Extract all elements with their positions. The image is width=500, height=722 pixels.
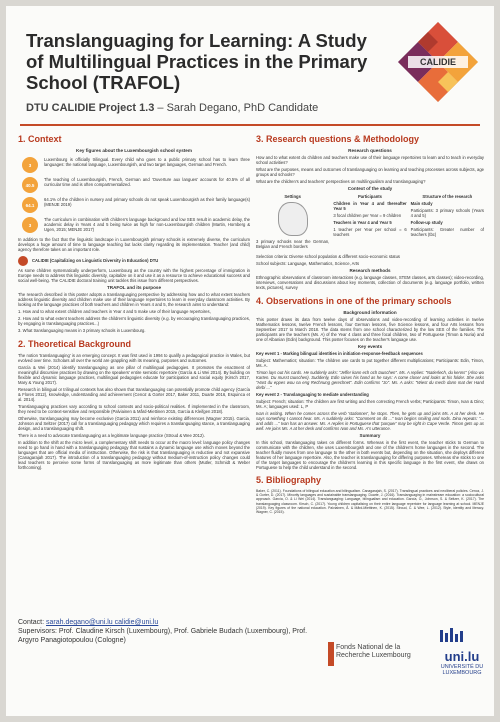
methods-text: Ethnographic observations of classroom interactions (e.g. language classes, STEM classes, arts classes); video-recording, interviews, conversations and discussions about key moments, collection of documents (e.g. language portfolio, written texts, pictures), survey [256,275,484,290]
teachers-counts: 1 teacher per Year per school = 6 teachers [333,227,407,237]
summary-text: In this school, translanguaging takes on different forms. Whereas in the first event, the teacher sticks to German to communicate with the children, she uses Luxembourgish and one of the children's home languages in the second. The teacher fluidly moves from one language to the other in both events but, depending on the situation, she deploys different features of her language repertoire. Also, the teacher is translanguaging for differing purposes. Whereas she sticks to one of the target languages to encourage the children's learning in this specific language in the first event, she draws on Portuguese to help the child understand in the second. [256,440,484,470]
calidie-label-row [18,256,250,266]
trafol-heading: TRAFOL and its purpose [106,285,162,290]
figure-text: 64.1% of the children in nursery and primary schools do not speak Luxembourgish as their family language(s) (MENJE 2019) [44,197,250,207]
calidie-logo [396,20,480,104]
logo-text: CALIDIE [420,57,456,67]
selection-criteria: Selection criteria: Diverse school population & different socio-economic status [256,254,400,259]
fnr-logo-mark [328,642,334,666]
bibliography-heading: 5. Bibliography [256,475,322,485]
main-study-text: Participants: 3 primary schools (Years 4 and 5) [410,208,484,218]
question-item: 3. What translanguaging means in 3 primary schools in Luxembourg. [18,328,146,333]
rq-item: How and to what extent do children and teachers make use of their language repertoires to learn and to teach in everyday school activities? [256,155,484,165]
event2-text: Subject: French; situation: The children are first writing and then correcting French verbs; Participants: Timon, Ivan & Dino; Ms. A; languages used: L, P [256,399,484,409]
project-label: DTU CALIDIE Project 1.3 [26,102,155,114]
teachers-label: Teachers in Year 4 and Year 5 [333,220,392,225]
participants-col [333,194,406,251]
figure-row [22,177,250,193]
uni-word: uni.lu [444,649,480,664]
theory-paragraph: García & Wei (2014) identify translanguaging as one pillar of multilingual pedagogies. It promotes the enactment of meaningful discursive practices by drawing on the speakers' entire semiotic repertoire (García & Li Wei 2014). By building on flexible and dynamic language practices, multilingual pedagogies educate for participation and social equity (Kirsch 2017, Mary & Young 2017). [18,365,250,385]
theory-heading: 2. Theoretical Background [18,339,132,349]
settings-col [256,194,329,251]
figure-text: The teaching of Luxembourgish, French, German and 'Ouverture aux langues' accounts for 40.5% of all curricular time and is often compartmentalized. [44,177,250,187]
poster-title: Translanguaging for Learning: A Study of Multilingual Practices in the Primary School (TRAFOL) [26,30,368,93]
school-subjects: School subjects: Language, Mathematics, Science, Arts [256,261,360,266]
figure-circle: 40.5 [22,177,38,193]
theory-paragraph: Otherwise, translanguaging may become exclusive (Garcia 2011) and reinforce existing differences (Wagner 2015). Garcia, Johnson and Seltzer (2017) call for a translanguaging pedagogy which requires a translanguaging stance, a translanguaging design, and a translanguaging shift. [18,416,250,431]
figure-circle: 3 [22,217,38,233]
right-column [256,131,484,699]
background-heading: Background information [343,310,397,315]
event2-title: Key event 2 - Translanguaging to mediate understanding [256,392,369,397]
follow-up-text: Participants: Greater number of teachers (tbc) [410,227,484,237]
children-label: Children in Year 4 and thereafter Year 5 [333,201,407,211]
luxembourg-map-icon [278,202,308,236]
event1-dialogue: Timon lays out his cards. He suddenly asks: "Jeffer kann ech och tauschen". Ms. A replies: "Natierlech, du kenns" (Also wo Karten. Du musst tauschen). Suddenly, Edin raises his hand as he says: A come closer and looks at his folder. She asks "Hast du eppes wou na eng Rechnung gerechnet". Edin confirms "Jo". Ms. A asks: "Wiest du mech dann mat der Hand derbi ..." [256,370,484,390]
rq-item: What are the purposes, means and outcomes of translanguaging on learning and teaching processes across subjects, age groups and schools? [256,167,484,177]
context-study-heading: Context of the study [347,186,393,191]
theory-paragraph: There is a need to advocate translanguaging as a legitimate language practice (Stroud & Wee 2012). [18,433,205,438]
figure-text: Luxembourg is officially trilingual. Every child who goes to a public primary school has to learn three languages: the national language, Luxembourgish, and two target languages, German and French. [44,157,250,167]
methods-heading: Research methods [349,268,391,273]
calidie-text: As some children systematically underperform, Luxembourg as the country with the highest percentage of immigration in Europe needs to address this linguistic diversity, capitalize on it and use it as a resource to achieve educational success and social well-being. The CALIDIE doctoral training unit tackles this issue from different perspectives. [18,268,250,283]
calidie-icon [18,256,28,266]
figure-text: The curriculum in combination with children's language background and low SES result in academic delay, the academic delay in Years 4 and 5 being twice as high for non-Luxembourgish children (Martin, Hornberg & Ugen, 2015; MENJE 2017) [44,217,250,232]
context-addition: In addition to the fact that the linguistic landscape in Luxembourgish primary schools is extremely diverse, the curriculum develops a huge amount of time to language teaching but lacks clarity regarding its implementation. Teacher (and child) agency therefore takes on an important role. [18,237,250,252]
key-events-heading: Key events [357,344,383,349]
rq-heading: Research questions [348,148,392,153]
poster-subtitle [26,102,318,114]
theory-paragraph: In addition to the shift at the micro level, a complementary shift needs to occur at the macro level: language policy changes need to go hand in hand with a translanguaging pedagogy that sustains a dynamic language use which moves beyond the languages that are official media of instruction. Otherwise, the risk is that translanguaging is reductive and not expansive (Canagarajah 2017). The introduction of a translanguaging pedagogy without medium-of-instruction policy changes could lead teachers to perceive some forms of translanguaging as more legitimate than others (Mutler, Schmidt & Weber forthcoming). [18,440,250,470]
figure-row [22,197,250,213]
contact-label: Contact: [18,619,45,626]
header-divider [20,124,480,126]
background-text: This poster draws its data from twelve days of observations and video-recording of learning activities in twelve Mathematics lessons, twelve French lessons, four German lessons, five Science lessons, and four Arts lessons from September 2017 to March 2018. The data stems from one school characterized by the low SES of the families. The participants are the teachers (Ms. A) of the Year 4 class and three focal children, two of Portuguese (Timon & Nuria) and one of Albanian (Edin) background. This poster focuses on the teacher's language use. [256,317,484,342]
summary-heading: Summary [359,433,381,438]
methodology-heading: 3. Research questions & Methodology [256,134,420,144]
uni-logo-bars [434,628,490,644]
method-grid [256,194,484,251]
context-heading: 1. Context [18,134,62,144]
figure-row [22,217,250,233]
figure-circle: 64.1 [22,197,38,213]
trafol-text: The research described in this poster adopts a translanguaging perspective by addressing how and to what extent teachers address linguistic diversity and children make use of their language repertoires to learn in everyday classroom activities. By looking at the language practices of both teachers and children in Years 4 and 5, the research aims to understand: [18,292,250,307]
structure-label: Structure of the research [422,194,473,199]
settings-text: 3 primary schools near the German, Belgian and French borders [256,239,330,249]
theory-paragraph: Translanguaging practices vary according to school contexts and socio-political realities. If implemented in the classroom, they need to be context-sensitive and responsible (Palviainen & Mård-Miettinen 2015, Garcia & Kleifgen 2018). [18,404,250,414]
main-study-label: Main study [410,201,433,206]
follow-up-label: Follow-up study [410,220,443,225]
contact-emails[interactable]: sarah.degano@uni.lu calidie@uni.lu [46,619,159,626]
figure-circle: 3 [22,157,38,173]
author-label: – Sarah Degano, PhD Candidate [157,102,319,114]
theory-paragraph: The notion 'translanguaging' is an emerging concept. It was first used in 1994 to qualify a pedagogical practice in Wales, but evolved over time. Scholars all over the world are grappling with its meaning, purposes and outcomes. [18,353,250,363]
footer [18,618,318,645]
theory-paragraph: Research in bilingual or trilingual contexts has also shown that translanguaging can potentially promote child agency (García & Flores 2012), knowledge, understanding and achievement (Cenoz & Gorter 2017, Baker 2011, Duarte 2016, Esquinca et al. 2014). [18,387,250,402]
settings-label: Settings [284,194,301,199]
event1-text: Subject: Mathematics; situation: The children use cards to put together different multiplications; Participants: Edin, Timon, Ms. A. [256,358,484,368]
structure-col [411,194,484,251]
question-item: 1. How and to what extent children and teachers in Year 4 and 5 make use of their language repertoires, [18,309,211,314]
bibliography-text: Baker, C. (2011). Foundations of bilingual education and bilingualism. Canagarajah, S. (2017). Translingual practices and neoliberal policies. Cenoz, J. & Gorter, D. (2017). Minority languages and sustainable translanguaging. Duarte, J. (2016). Translanguaging in mainstream education: a sociocultural approach. García, O. & Li Wei (2014). Translanguaging: Language, bilingualism and education. García, O., Johnson, S. & Seltzer, K. (2017). The translanguaging classroom. Kirsch, C. (2017). Young children capitalising on their entire language repertoire for language learning at school. MENJE (2019). Key figures of the national education. Palviainen, Å. & Mård-Miettinen, K. (2015). Stroud, C. & Wee, L. (2012). Style, identity and literacy. Wagner, C. (2015). [256,489,484,515]
rq-item: What are the children's and teachers' perspectives on multilingualism and translanguaging? [256,179,426,184]
fnr-logo-text: Fonds National de la Recherche Luxembourg [336,644,411,659]
key-figures-heading: Key figures about the Luxembourgish school system [76,148,192,153]
participants-label: Participants [358,194,382,199]
question-item: 2. How and to what extent teachers address the children's linguistic diversity (e.g. by encouraging translanguaging practices, by engaging in translanguaging practices...) [18,316,250,326]
figure-row [22,157,250,173]
supervisors: Supervisors: Prof. Claudine Kirsch (Luxembourg), Prof. Gabriele Budach (Luxembourg), Prof. Argyro Panagiotopoulou (Cologne) [18,628,308,644]
children-counts: 3 focal children per Year = 9 children [333,213,402,218]
observations-heading: 4. Observations in one of the primary schools [256,296,452,306]
event2-dialogue: Ivan is writing. When he comes across the verb 'stationner', he stops. Then, he gets up and joins Ms. A at her desk. He says something I cannot hear. Ms. A suddenly asks: "Comment on dit ..." Ivan begins smiling and nods. Dina repeats: "... and adds ..." Ivan has an answer. Ms. A replies in Portuguese that 'parquer' may be right in Cape Verde. Timon gets up as well. He joins Ms. A at her desk and confirms Ivan and Ms. A's utterance. [256,411,484,431]
poster [6,6,494,716]
uni-logo [434,628,490,676]
calidie-label: CALIDIE (Capitalizing on Linguistic Diversity in Education) DTU [32,258,159,264]
uni-name: UNIVERSITÉ DU LUXEMBOURG [440,664,484,676]
event1-title: Key event 1 - Marking bilingual identities in initiation-response-feedback sequences [256,351,423,356]
left-column [18,131,250,613]
contact-line [18,618,318,627]
